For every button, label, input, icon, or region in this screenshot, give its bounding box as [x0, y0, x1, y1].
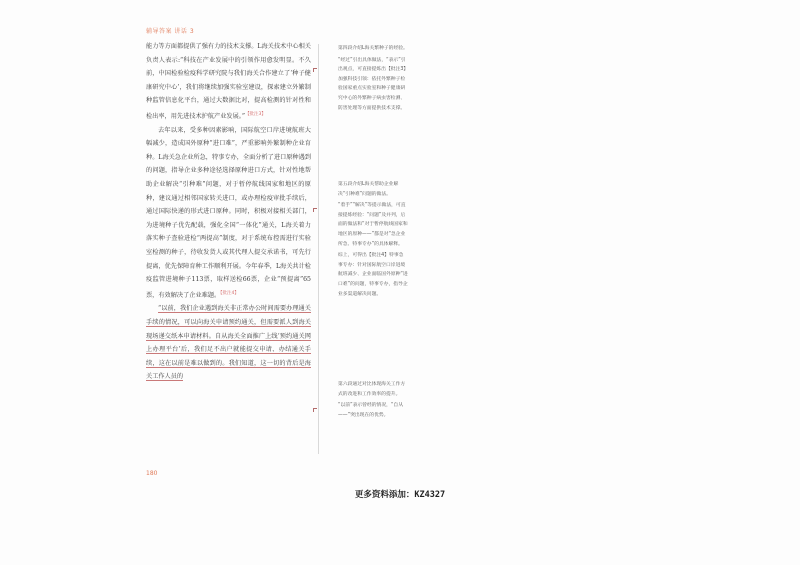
annotation-3-text: 第五段介绍L海关帮助企业解决“引种难”问题的做法。 [338, 182, 399, 197]
footer-note: 更多资料添加：KZ4327 [354, 490, 446, 500]
annotation-1 [338, 44, 408, 115]
paragraph-1 [146, 40, 311, 124]
annotation-5-text: 综上，可得出【批注4】特事急事专办：针对国际航空口岸进境航班减少、企业面临国外原种“进口难”的问题，特事专办，指导企业多渠道解决问题。 [338, 253, 408, 297]
ref-mark-3: 【批注3】 [245, 111, 266, 117]
ref-mark-4: 【批注4】 [220, 290, 239, 296]
paragraph-3 [146, 302, 311, 384]
margin-mark [313, 408, 317, 412]
annotation-3 [338, 380, 408, 422]
annotation-6-text: 第六段通过对比体现海关工作方式的改进和工作效率的提升。 [338, 382, 406, 397]
annotation-2-text: “经过”引出具体做法，“表示”引出观点，可直接提炼出【批注3】加强科技引领：依托外繁种子检验国家重点实验室和种子健康研究中心的外繁种子病虫害检测、防害处理等方面提供技术支撑。 [338, 57, 406, 111]
annotation-2 [338, 180, 408, 301]
page-header: 辅导答案 讲话 3 [146, 28, 195, 35]
margin-mark [313, 208, 317, 212]
paragraph-2 [146, 124, 311, 303]
paragraph-1-text: 能力等方面都提供了强有力的技术支撑。L海关技术中心相关负责人表示:“科技在产业发展中的引领作用愈发明显。不久前，中国检验检疫科学研究院与我们海关合作建立了‘种子健康研究中心’，我们将继续加强实验室建设，探索建立外繁制种监管信息化平台，通过大数据比对，提高检测的针对性和检出率，用先进技术护航产业发展。” [146, 43, 311, 121]
main-column [146, 40, 311, 384]
margin-mark [313, 68, 317, 72]
annotation-7-text: “以前”表示曾经的情况，“自从——”突出现在的优势。 [338, 403, 404, 418]
paragraph-2-text: 去年以来，受多种因素影响，国际航空口岸进境航班大幅减少，造成国外原种“进口难”，严重影响外繁制种企业育种。L海关急企业所急，特事专办，全面分析了进口原种遇到的问题，指导企业多种途径选择原种进口方式，针对性地帮助企业解决“引种难”问题，对于暂停航线国家和地区的原种，建议通过相邻国家转关进口，或办理检疫审批手续后，通过国际快递的形式进口原种。同时，积极对接相关部门，为进境种子优先配载，强化全国“一体化”通关，L海关着力落实种子查验进检“两提高”制度，对于系统布控需进行实验室检测的种子，待收发货人或其代理人提交承诺书，可先行提离，优先保障育种工作顺利开展。今年春季，L海关共计检疫监管进境种子113票，取样送检66票，企业“预提离”65票，有效解决了企业难题。 [146, 126, 311, 299]
annotation-4-text: “着手”“解决”等提示做法，可直接提炼经验：“问题”及并列，后面的做法和“对于暂停航线国家和地区的原种——”都是对“急企业所急、特事专办”的具体解释。 [338, 203, 408, 247]
column-divider [318, 44, 319, 454]
page-number: 180 [146, 470, 158, 477]
annotation-1-text: 第四段介绍L海关繁种子的经验。 [338, 46, 408, 51]
paragraph-3-text: “以前，我们企业遇到海关非正常办公时间需要办理通关手续的情况，可以向海关申请预约通关，但需要派人到海关现场递交纸本申请材料。自从海关全面推广上线‘预约通关网上办理平台’后，我们足不出户就能提交申请、办结通关手续，这在以前是难以做到的。我们知道，这一切的背后是海关工作人员的 [146, 305, 311, 381]
